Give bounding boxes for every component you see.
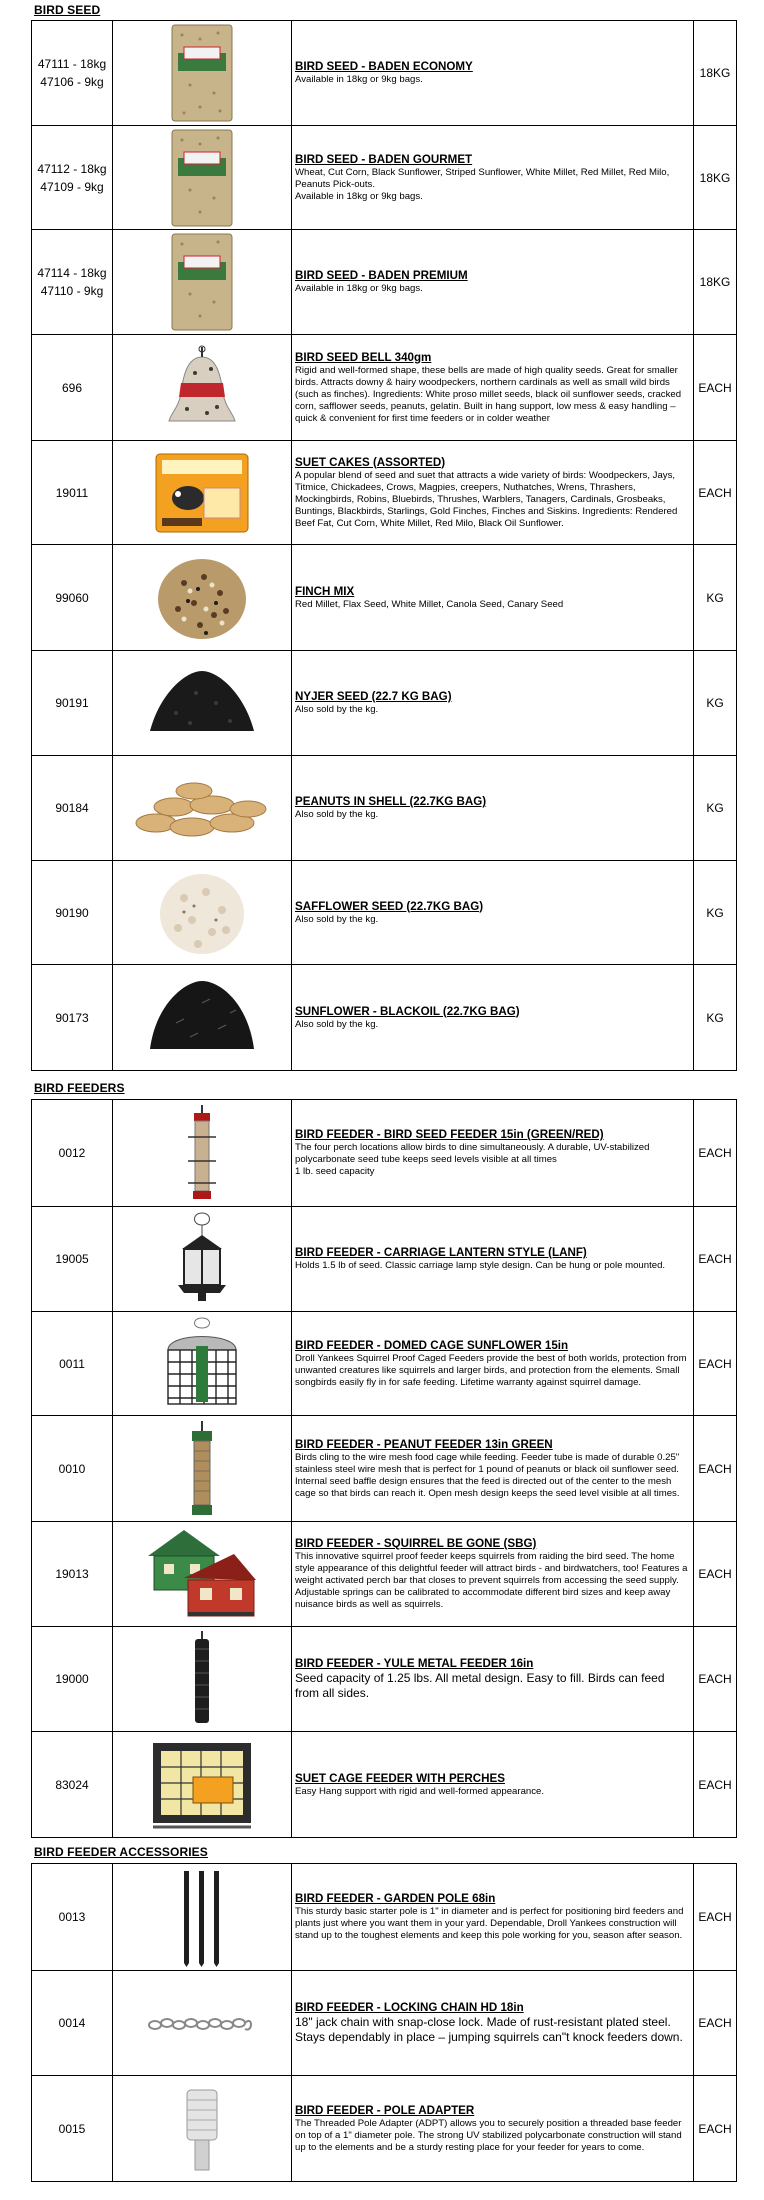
item-code: 19000 bbox=[32, 1627, 113, 1732]
item-name: BIRD FEEDER - LOCKING CHAIN HD 18in bbox=[295, 2001, 524, 2014]
item-code: 90191 bbox=[32, 651, 113, 756]
item-code: 0011 bbox=[32, 1312, 113, 1416]
nyjer-seed-icon bbox=[113, 651, 292, 756]
table-row bbox=[32, 21, 737, 126]
item-unit: EACH bbox=[694, 1864, 737, 1971]
table-row bbox=[32, 545, 737, 651]
item-name: BIRD FEEDER - SQUIRREL BE GONE (SBG) bbox=[295, 1537, 537, 1550]
item-name: PEANUTS IN SHELL (22.7KG BAG) bbox=[295, 795, 487, 808]
seed-bag-icon bbox=[113, 230, 292, 335]
safflower-seed-icon bbox=[113, 861, 292, 965]
item-unit: EACH bbox=[694, 1416, 737, 1522]
item-unit: EACH bbox=[694, 2076, 737, 2182]
table-row bbox=[32, 1864, 737, 1971]
item-description: BIRD FEEDER - BIRD SEED FEEDER 15in (GREEN/RED) The four perch locations allow birds to dine simultaneously. A durable, UV-stabilized polycarbonate seed tube keeps seed levels visible at all times 1 lb. seed capacity bbox=[292, 1100, 694, 1207]
suet-cake-icon bbox=[113, 441, 292, 545]
item-name: BIRD FEEDER - POLE ADAPTER bbox=[295, 2103, 475, 2117]
item-code: 90184 bbox=[32, 756, 113, 861]
item-name: BIRD SEED BELL 340gm bbox=[295, 350, 432, 364]
table-row bbox=[32, 861, 737, 965]
table-row bbox=[32, 1100, 737, 1207]
item-description: SAFFLOWER SEED (22.7KG BAG) Also sold by the kg. bbox=[292, 861, 694, 965]
item-description: BIRD FEEDER - YULE METAL FEEDER 16in Seed capacity of 1.25 lbs. All metal design. Easy to fill. Birds can feed from all sides. bbox=[292, 1627, 694, 1732]
peanut-feeder-icon bbox=[113, 1416, 292, 1522]
item-description: SUET CAKES (ASSORTED) A popular blend of seed and suet that attracts a wide variety of birds: Woodpeckers, Jays, Titmice, Chickadees, Crows, Magpies, creepers, Nuthatches, Wrens, Thrashers, Mockingbirds, Robins, Bluebirds, Thrushes, Warblers, Tanagers, Cardinals, Grosbeaks, Buntings, Blackbirds, Starlings, Gold Finches, Finches and Siskins. Ingredients: Rendered Beef Fat, Cut Corn, White Millet, Red Milo, Black Oil Sunflower. bbox=[292, 441, 694, 545]
item-unit: 18KG bbox=[694, 21, 737, 126]
item-unit: EACH bbox=[694, 1732, 737, 1838]
item-code: 19011 bbox=[32, 441, 113, 545]
item-code: 0015 bbox=[32, 2076, 113, 2182]
item-code: 90173 bbox=[32, 965, 113, 1071]
item-description: BIRD SEED - BADEN ECONOMY Available in 18kg or 9kg bags. bbox=[292, 21, 694, 126]
product-table bbox=[31, 20, 737, 1071]
item-description: BIRD SEED - BADEN GOURMET Wheat, Cut Corn, Black Sunflower, Striped Sunflower, White Millet, Red Millet, Red Milo, Peanuts Pick-outs. Available in 18kg or 9kg bags. bbox=[292, 126, 694, 230]
item-unit: KG bbox=[694, 965, 737, 1071]
metal-feeder-icon bbox=[113, 1627, 292, 1732]
item-unit: KG bbox=[694, 756, 737, 861]
item-description: BIRD FEEDER - POLE ADAPTER The Threaded Pole Adapter (ADPT) allows you to securely position a threaded base feeder on top of a 1" diameter pole. The strong UV stabilized polycarbonate construction will stand up to the elements and be a sturdy resting place for your feeder for years to come. bbox=[292, 2076, 694, 2182]
table-row bbox=[32, 1416, 737, 1522]
item-description: PEANUTS IN SHELL (22.7KG BAG) Also sold by the kg. bbox=[292, 756, 694, 861]
item-description: FINCH MIX Red Millet, Flax Seed, White Millet, Canola Seed, Canary Seed bbox=[292, 545, 694, 651]
chain-icon bbox=[113, 1971, 292, 2076]
item-unit: KG bbox=[694, 545, 737, 651]
peanuts-icon bbox=[113, 756, 292, 861]
table-row bbox=[32, 1312, 737, 1416]
item-description: BIRD FEEDER - PEANUT FEEDER 13in GREEN Birds cling to the wire mesh food cage while feeding. Feeder tube is made of durable 0.25" stainless steel wire mesh that is perfect for 1 pound of peanuts or black oil sunflower seed. Internal seed baffle design ensures that the feed is directed out of the center to the mesh cage so that birds can reach it. Open mesh design keeps the seed level visible at all times. bbox=[292, 1416, 694, 1522]
item-description: NYJER SEED (22.7 KG BAG) Also sold by the kg. bbox=[292, 651, 694, 756]
item-code: 0014 bbox=[32, 1971, 113, 2076]
item-code: 0012 bbox=[32, 1100, 113, 1207]
table-row bbox=[32, 441, 737, 545]
section-title: BIRD SEED bbox=[34, 3, 101, 17]
item-unit: EACH bbox=[694, 1971, 737, 2076]
item-unit: EACH bbox=[694, 1207, 737, 1312]
item-name: BIRD SEED - BADEN PREMIUM bbox=[295, 269, 468, 282]
item-name: BIRD FEEDER - PEANUT FEEDER 13in GREEN bbox=[295, 1437, 553, 1451]
item-description: BIRD FEEDER - SQUIRREL BE GONE (SBG) This innovative squirrel proof feeder keeps squirrels from raiding the bird seed. The home style appearance of this delightful feeder will attract birds - and birdwatchers, too! Features a weight activated perch bar that closes to prevent squirrels from accessing the seed supply. Adjustable springs can be calibrated to accommodate different bird sizes and keep away nuisance birds as well as squirrels. bbox=[292, 1522, 694, 1627]
item-description: BIRD FEEDER - DOMED CAGE SUNFLOWER 15in Droll Yankees Squirrel Proof Caged Feeders provide the best of both worlds, protection from unwanted creatures like squirrels and larger birds, and protection from the elements. Small songbirds easily fly in for safe feeding. Lifetime warranty against squirrel damage. bbox=[292, 1312, 694, 1416]
item-name: SAFFLOWER SEED (22.7KG BAG) bbox=[295, 899, 484, 913]
item-description: BIRD FEEDER - CARRIAGE LANTERN STYLE (LANF) Holds 1.5 lb of seed. Classic carriage lamp style design. Can be hung or pole mounted. bbox=[292, 1207, 694, 1312]
table-row bbox=[32, 230, 737, 335]
item-description: BIRD SEED BELL 340gm Rigid and well-formed shape, these bells are made of high quality seeds. Great for smaller birds. Attracts downy & hairy woodpeckers, northern cardinals as well as small wild birds (such as finches). Ingredients: White proso millet seeds, black oil sunflower seeds, cracked corn, safflower seeds, peanuts, gelatin. Built in hang support, low mess & easy handling – quick & convenient for first time feeders or in colder weather bbox=[292, 335, 694, 441]
suet-cage-icon bbox=[113, 1732, 292, 1838]
item-unit: EACH bbox=[694, 1100, 737, 1207]
item-name: BIRD FEEDER - YULE METAL FEEDER 16in bbox=[295, 1657, 534, 1670]
product-table bbox=[31, 1863, 737, 2182]
item-unit: KG bbox=[694, 651, 737, 756]
item-code: 0010 bbox=[32, 1416, 113, 1522]
item-unit: EACH bbox=[694, 441, 737, 545]
item-code: 19005 bbox=[32, 1207, 113, 1312]
item-code: 90190 bbox=[32, 861, 113, 965]
item-unit: 18KG bbox=[694, 126, 737, 230]
item-unit: EACH bbox=[694, 335, 737, 441]
item-description: BIRD SEED - BADEN PREMIUM Available in 18kg or 9kg bags. bbox=[292, 230, 694, 335]
cage-feeder-icon bbox=[113, 1312, 292, 1416]
item-code: 99060 bbox=[32, 545, 113, 651]
tube-feeder-red-icon bbox=[113, 1100, 292, 1207]
item-description: SUET CAGE FEEDER WITH PERCHES Easy Hang support with rigid and well-formed appearance. bbox=[292, 1732, 694, 1838]
item-unit: 18KG bbox=[694, 230, 737, 335]
house-feeder-icon bbox=[113, 1522, 292, 1627]
item-code: 0013 bbox=[32, 1864, 113, 1971]
item-name: NYJER SEED (22.7 KG BAG) bbox=[295, 690, 452, 703]
finch-mix-icon bbox=[113, 545, 292, 651]
item-name: BIRD SEED - BADEN GOURMET bbox=[295, 152, 473, 166]
item-name: SUNFLOWER - BLACKOIL (22.7KG BAG) bbox=[295, 1004, 520, 1018]
seed-bag-icon bbox=[113, 21, 292, 126]
item-code: 696 bbox=[32, 335, 113, 441]
item-name: FINCH MIX bbox=[295, 584, 355, 598]
pole-adapter-icon bbox=[113, 2076, 292, 2182]
section-title: BIRD FEEDERS bbox=[34, 1081, 125, 1095]
item-unit: EACH bbox=[694, 1312, 737, 1416]
lantern-feeder-icon bbox=[113, 1207, 292, 1312]
item-code: 47111 - 18kg 47106 - 9kg bbox=[32, 21, 113, 126]
item-unit: KG bbox=[694, 861, 737, 965]
table-row bbox=[32, 2076, 737, 2182]
seed-bell-icon bbox=[113, 335, 292, 441]
item-name: SUET CAKES (ASSORTED) bbox=[295, 455, 446, 469]
item-name: BIRD FEEDER - CARRIAGE LANTERN STYLE (LANF) bbox=[295, 1246, 587, 1259]
product-table bbox=[31, 1099, 737, 1838]
table-row bbox=[32, 1627, 737, 1732]
item-code: 47114 - 18kg 47110 - 9kg bbox=[32, 230, 113, 335]
table-row bbox=[32, 1207, 737, 1312]
item-code: 19013 bbox=[32, 1522, 113, 1627]
table-row bbox=[32, 126, 737, 230]
item-description: BIRD FEEDER - GARDEN POLE 68in This sturdy basic starter pole is 1" in diameter and is perfect for positioning bird feeders and plants just where you want them in your yard. Dependable, Droll Yankees construction will stand up to the toughest elements and keep this pole working for you, season after season. bbox=[292, 1864, 694, 1971]
item-name: BIRD FEEDER - BIRD SEED FEEDER 15in (GREEN/RED) bbox=[295, 1128, 604, 1141]
item-description: SUNFLOWER - BLACKOIL (22.7KG BAG) Also sold by the kg. bbox=[292, 965, 694, 1071]
item-code: 83024 bbox=[32, 1732, 113, 1838]
sunflower-seed-icon bbox=[113, 965, 292, 1071]
section-title: BIRD FEEDER ACCESSORIES bbox=[34, 1845, 208, 1859]
table-row bbox=[32, 651, 737, 756]
item-code: 47112 - 18kg 47109 - 9kg bbox=[32, 126, 113, 230]
garden-pole-icon bbox=[113, 1864, 292, 1971]
seed-bag-icon bbox=[113, 126, 292, 230]
item-description: BIRD FEEDER - LOCKING CHAIN HD 18in 18" jack chain with snap-close lock. Made of rust-resistant plated steel. Stays dependably in place – jumping squirrels can"t knock feeders down. bbox=[292, 1971, 694, 2076]
table-row bbox=[32, 1732, 737, 1838]
item-name: BIRD SEED - BADEN ECONOMY bbox=[295, 60, 473, 73]
table-row bbox=[32, 1522, 737, 1627]
table-row bbox=[32, 965, 737, 1071]
table-row bbox=[32, 756, 737, 861]
item-unit: EACH bbox=[694, 1522, 737, 1627]
table-row bbox=[32, 335, 737, 441]
table-row bbox=[32, 1971, 737, 2076]
item-name: BIRD FEEDER - DOMED CAGE SUNFLOWER 15in bbox=[295, 1338, 569, 1352]
item-name: SUET CAGE FEEDER WITH PERCHES bbox=[295, 1771, 505, 1785]
item-name: BIRD FEEDER - GARDEN POLE 68in bbox=[295, 1892, 496, 1905]
item-unit: EACH bbox=[694, 1627, 737, 1732]
